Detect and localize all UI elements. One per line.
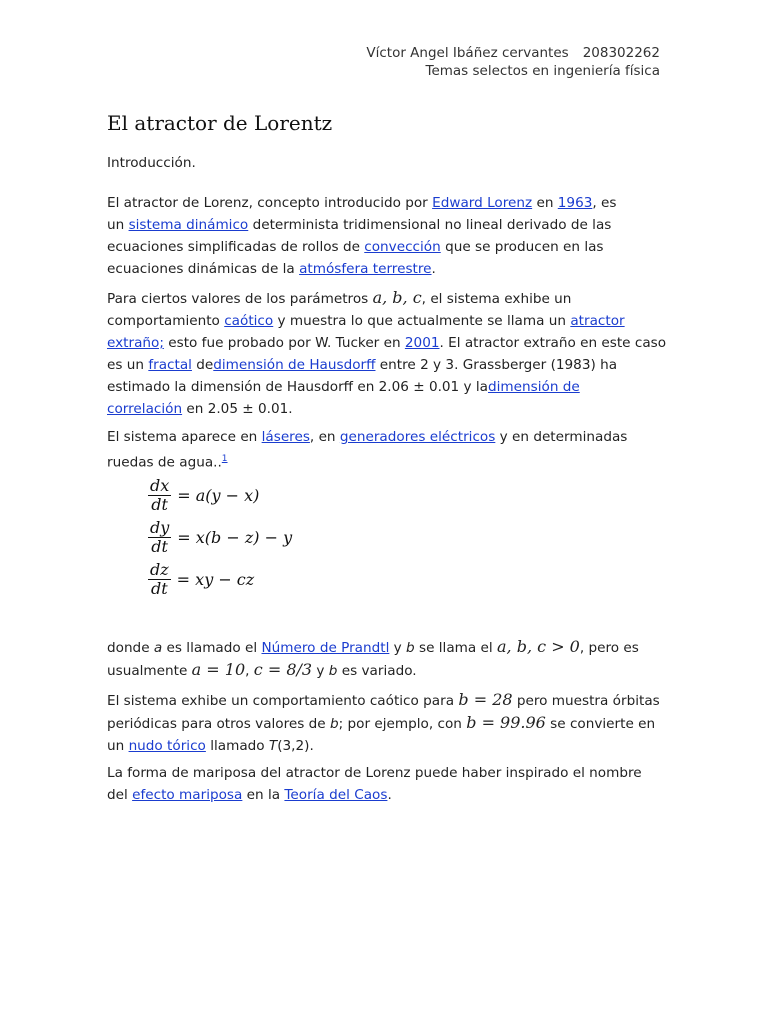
text: . El atractor extraño en este caso [439, 335, 667, 351]
text: . [431, 261, 436, 277]
numerator: dz [150, 559, 169, 579]
var-b: b [328, 663, 338, 679]
denominator: dt [151, 494, 168, 514]
text: estimado la dimensión de Hausdorff en 2.06 ± 0.01 y la [107, 379, 489, 395]
text: . [387, 787, 392, 803]
link-laseres[interactable]: láseres [261, 429, 310, 445]
link-conveccion[interactable]: convección [364, 239, 441, 255]
text: periódicas para otros valores de [107, 716, 330, 732]
equation-rhs: = xy − cz [176, 569, 255, 589]
text: donde [107, 640, 154, 656]
text: en 2.05 ± 0.01. [182, 401, 293, 417]
math-a-10: a = 10 [191, 660, 246, 679]
paragraph-1 [107, 192, 667, 280]
text: , es [592, 195, 617, 211]
course-name: Temas selectos en ingeniería física [425, 63, 660, 79]
text: (3,2). [277, 738, 314, 754]
document-header [366, 44, 660, 80]
paragraph-6 [107, 762, 667, 806]
link-generadores-electricos[interactable]: generadores eléctricos [339, 429, 496, 445]
equation-rhs: = a(y − x) [177, 485, 260, 505]
var-b: b [406, 640, 415, 656]
reference-1[interactable]: 1 [221, 454, 228, 464]
link-extrano[interactable]: extraño; [107, 335, 164, 351]
text: comportamiento [107, 313, 225, 329]
text: ; por ejemplo, con [338, 716, 467, 732]
link-correlacion[interactable]: correlación [107, 401, 183, 417]
author-line [366, 44, 660, 62]
equation-rhs: = x(b − z) − y [177, 527, 293, 547]
text: que se producen en las [440, 239, 604, 255]
text: usualmente [107, 663, 192, 679]
text: se convierte en [545, 716, 656, 732]
text: , el sistema exhibe un [421, 291, 572, 307]
link-caotico[interactable]: caótico [224, 313, 274, 329]
denominator: dt [151, 578, 168, 598]
text: y en determinadas [495, 429, 628, 445]
text: La forma de mariposa del atractor de Lorenz puede haber inspirado el nombre [107, 765, 642, 781]
text: , [245, 663, 254, 679]
text: un [107, 738, 129, 754]
text: , en [309, 429, 340, 445]
link-dimension-correlacion[interactable]: dimensión de [488, 379, 580, 395]
math-abc: a, b, c [372, 288, 422, 307]
math-abc-positive: a, b, c > 0 [497, 637, 580, 656]
text: Para ciertos valores de los parámetros [107, 291, 373, 307]
link-dimension-hausdorff[interactable]: dimensión de Hausdorff [213, 357, 376, 373]
text: entre 2 y 3. Grassberger (1983) ha [375, 357, 618, 373]
link-2001[interactable]: 2001 [404, 335, 440, 351]
fraction [148, 561, 171, 598]
text: de [191, 357, 214, 373]
numerator: dy [150, 517, 170, 537]
fraction [148, 519, 171, 556]
denominator: dt [151, 536, 168, 556]
equation-dz [148, 558, 292, 600]
text: se llama el [414, 640, 498, 656]
text: El atractor de Lorenz, concepto introducido por [107, 195, 433, 211]
equation-dx [148, 474, 292, 516]
text: del [107, 787, 133, 803]
var-b: b [329, 716, 339, 732]
document-title: El atractor de Lorentz [107, 111, 333, 135]
link-1963[interactable]: 1963 [557, 195, 593, 211]
intro-heading: Introducción. [107, 155, 196, 171]
paragraph-2 [107, 287, 667, 420]
math-b-99-96: b = 99.96 [466, 713, 546, 732]
text: es llamado el [162, 640, 262, 656]
math-b-28: b = 28 [458, 690, 513, 709]
text: llamado [205, 738, 269, 754]
numerator: dx [150, 475, 170, 495]
text: ruedas de agua.. [107, 454, 222, 471]
link-numero-prandtl[interactable]: Número de Prandtl [261, 640, 390, 656]
text: , pero es [579, 640, 639, 656]
link-teoria-del-caos[interactable]: Teoría del Caos [284, 787, 388, 803]
link-atractor[interactable]: atractor [570, 313, 625, 329]
var-t: T [268, 738, 278, 754]
text: en la [242, 787, 285, 803]
fraction [148, 477, 171, 514]
link-fractal[interactable]: fractal [148, 357, 192, 373]
text: esto fue probado por W. Tucker en [163, 335, 405, 351]
text: en [532, 195, 558, 211]
text: un [107, 217, 129, 233]
text: es un [107, 357, 149, 373]
link-edward-lorenz[interactable]: Edward Lorenz [432, 195, 533, 211]
text: El sistema aparece en [107, 429, 262, 445]
text: El sistema exhibe un comportamiento caótico para [107, 693, 459, 709]
student-id: 208302262 [582, 45, 660, 61]
text: y [389, 640, 407, 656]
math-c-8-3: c = 8/3 [253, 660, 313, 679]
equation-dy [148, 516, 292, 558]
text: es variado. [337, 663, 417, 679]
author-name: Víctor Angel Ibáñez cervantes [366, 45, 569, 61]
paragraph-5 [107, 689, 667, 757]
text: y [312, 663, 329, 679]
link-nudo-torico[interactable]: nudo tórico [128, 738, 206, 754]
text: pero muestra órbitas [512, 693, 660, 709]
link-atmosfera-terrestre[interactable]: atmósfera terrestre [299, 261, 432, 277]
var-a: a [153, 640, 163, 656]
text: ecuaciones dinámicas de la [107, 261, 300, 277]
text: y muestra lo que actualmente se llama un [273, 313, 571, 329]
text: determinista tridimensional no lineal derivado de las [248, 217, 612, 233]
paragraph-3 [107, 426, 667, 474]
paragraph-4 [107, 636, 667, 682]
link-sistema-dinamico[interactable]: sistema dinámico [128, 217, 249, 233]
link-efecto-mariposa[interactable]: efecto mariposa [132, 787, 243, 803]
lorenz-equations [148, 474, 292, 600]
text: ecuaciones simplificadas de rollos de [107, 239, 365, 255]
